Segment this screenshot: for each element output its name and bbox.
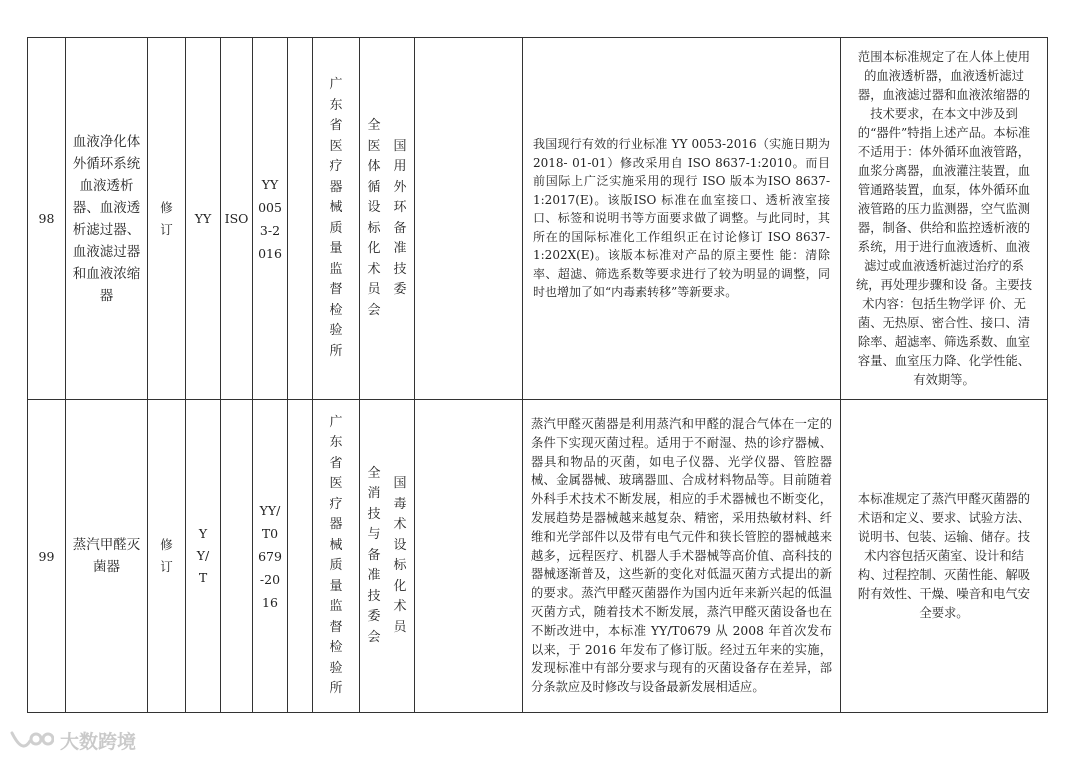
standard-no: YY/T0679-2016 bbox=[258, 502, 282, 610]
committee-text-col2: 国毒术设标化术员 bbox=[393, 476, 407, 635]
category-cell: YY bbox=[186, 38, 221, 400]
committee-cell bbox=[360, 400, 415, 713]
scope-content: 本标准规定了蒸汽甲醛灭菌器的术语和定义、要求、试验方法、说明书、包装、运输、储存。技术内容包括灭菌室、设计和结构、过程控制、灭菌性能、解吸附有效性、干燥、噪音和电气安全要求。 bbox=[857, 491, 1031, 620]
adopt-cell bbox=[221, 400, 253, 713]
watermark-mark-icon bbox=[8, 729, 54, 753]
project-name-cell bbox=[66, 400, 148, 713]
reason-cell bbox=[523, 400, 841, 713]
drafter-cell bbox=[313, 38, 360, 400]
table-row bbox=[28, 400, 1048, 713]
standard-no: YY0053-2016 bbox=[258, 176, 282, 261]
project-name-cell bbox=[66, 38, 148, 400]
revision-reason: 我国现行有效的行业标准 YY 0053-2016（实施日期为 2018- 01-01）修改采用自 ISO 8637-1:2010。而目前国际上广泛实施采用的现行 ISO 版本为ISO 8637-1:2017(E)。该版ISO 标准在血室接口、透析液室接口、标签和说明书等方面要求做了调整。与此同时，其所在的国际标准化工作组织正在讨论修订 ISO 8637-1:202X(E)。该版本标准对产品的原主要性 能：清除率、超滤、筛选系数等要求进行了较为明显的调整，同时也增加了如“内毒素转移”等新要求。 bbox=[533, 137, 830, 300]
empty-cell bbox=[288, 400, 313, 713]
project-name: 血液净化体外循环系统血液透析器、血液透析滤过器、血液滤过器和血液浓缩器 bbox=[72, 133, 141, 304]
type-label: 修订 bbox=[160, 537, 173, 574]
empty-cell bbox=[415, 38, 523, 400]
drafter-unit: 广东省医疗器械质量监督检验所 bbox=[329, 77, 343, 359]
drafter-unit: 广东省医疗器械质量监督检验所 bbox=[329, 414, 343, 696]
committee-text-col2: 国用外环备准技委 bbox=[393, 138, 407, 297]
type-cell bbox=[148, 38, 186, 400]
standards-table bbox=[27, 37, 1048, 713]
table-row bbox=[28, 38, 1048, 400]
category-cell bbox=[186, 400, 221, 713]
type-label: 修订 bbox=[160, 199, 173, 237]
standard-no-cell bbox=[253, 400, 288, 713]
adopt-cell: ISO bbox=[221, 38, 253, 400]
empty-cell bbox=[288, 38, 313, 400]
watermark-logo bbox=[8, 727, 136, 754]
empty-cell bbox=[415, 400, 523, 713]
content-cell bbox=[841, 38, 1048, 400]
scope-content: 范围本标准规定了在人体上使用的血液透析器，血液透析滤过器，血液滤过器和血液浓缩器的技术要求，在本文中涉及到的“器件”特指上述产品。本标准不适用于：体外循环血液管路，血浆分离器，血液灌注装置，血管通路装置，血泵，体外循环血液管路的压力监测器，空气监测器，制备、供给和监控透析液的系统，用于进行血液透析、血液滤过或血液透析滤过治疗的系统，再处理步骤和设 备。主要技术内容：包括生物学评 价、无菌、无热原、密合性、接口、清除率、超滤率、筛选系数、血室容量、血室压力降、化学性能、有效期等。 bbox=[855, 49, 1033, 387]
revision-reason: 蒸汽甲醛灭菌器是利用蒸汽和甲醛的混合气体在一定的条件下实现灭菌过程。适用于不耐湿、热的诊疗器械、器具和物品的灭菌，如电子仪器、光学仪器、管腔器械、金属器械、玻璃器皿、合成材料物品等。目前随着外科手术技术不断发展，相应的手术器械也不断变化，发展趋势是器械越来越复杂、精密，采用热敏材料、纤维和光学部件以及带有电气元件和狭长管腔的器械越来越多，远程医疗、机器人手术器械等高价值、高科技的器械逐渐普及，这些新的变化对低温灭菌方式提出的新的要求。蒸汽甲醛灭菌器作为国内近年来新兴起的低温灭菌方式，随着技术不断发展，蒸汽甲醛灭菌设备也在不断改进中，本标准 YY/T0679 从 2008 年首次发布以来，于 2016 年发布了修订版。经过五年来的实施，发现标准中有部分要求与现有的灭菌设备存在差异，部分条款应及时修改与设备最新发展相适应。 bbox=[531, 417, 832, 695]
seq-cell: 98 bbox=[28, 38, 66, 400]
reason-cell bbox=[523, 38, 841, 400]
standard-no-cell bbox=[253, 38, 288, 400]
content-cell bbox=[841, 400, 1048, 713]
committee-text-col1: 全医体循设标化术员会 bbox=[367, 118, 381, 318]
category-label: YY/T bbox=[196, 526, 210, 585]
drafter-cell bbox=[313, 400, 360, 713]
committee-cell bbox=[360, 38, 415, 400]
watermark-text: 大数跨境 bbox=[60, 731, 137, 753]
seq-cell: 99 bbox=[28, 400, 66, 713]
project-name: 蒸汽甲醛灭菌器 bbox=[72, 537, 141, 575]
committee-text-col1: 全消技与备准技委会 bbox=[367, 465, 381, 645]
type-cell bbox=[148, 400, 186, 713]
